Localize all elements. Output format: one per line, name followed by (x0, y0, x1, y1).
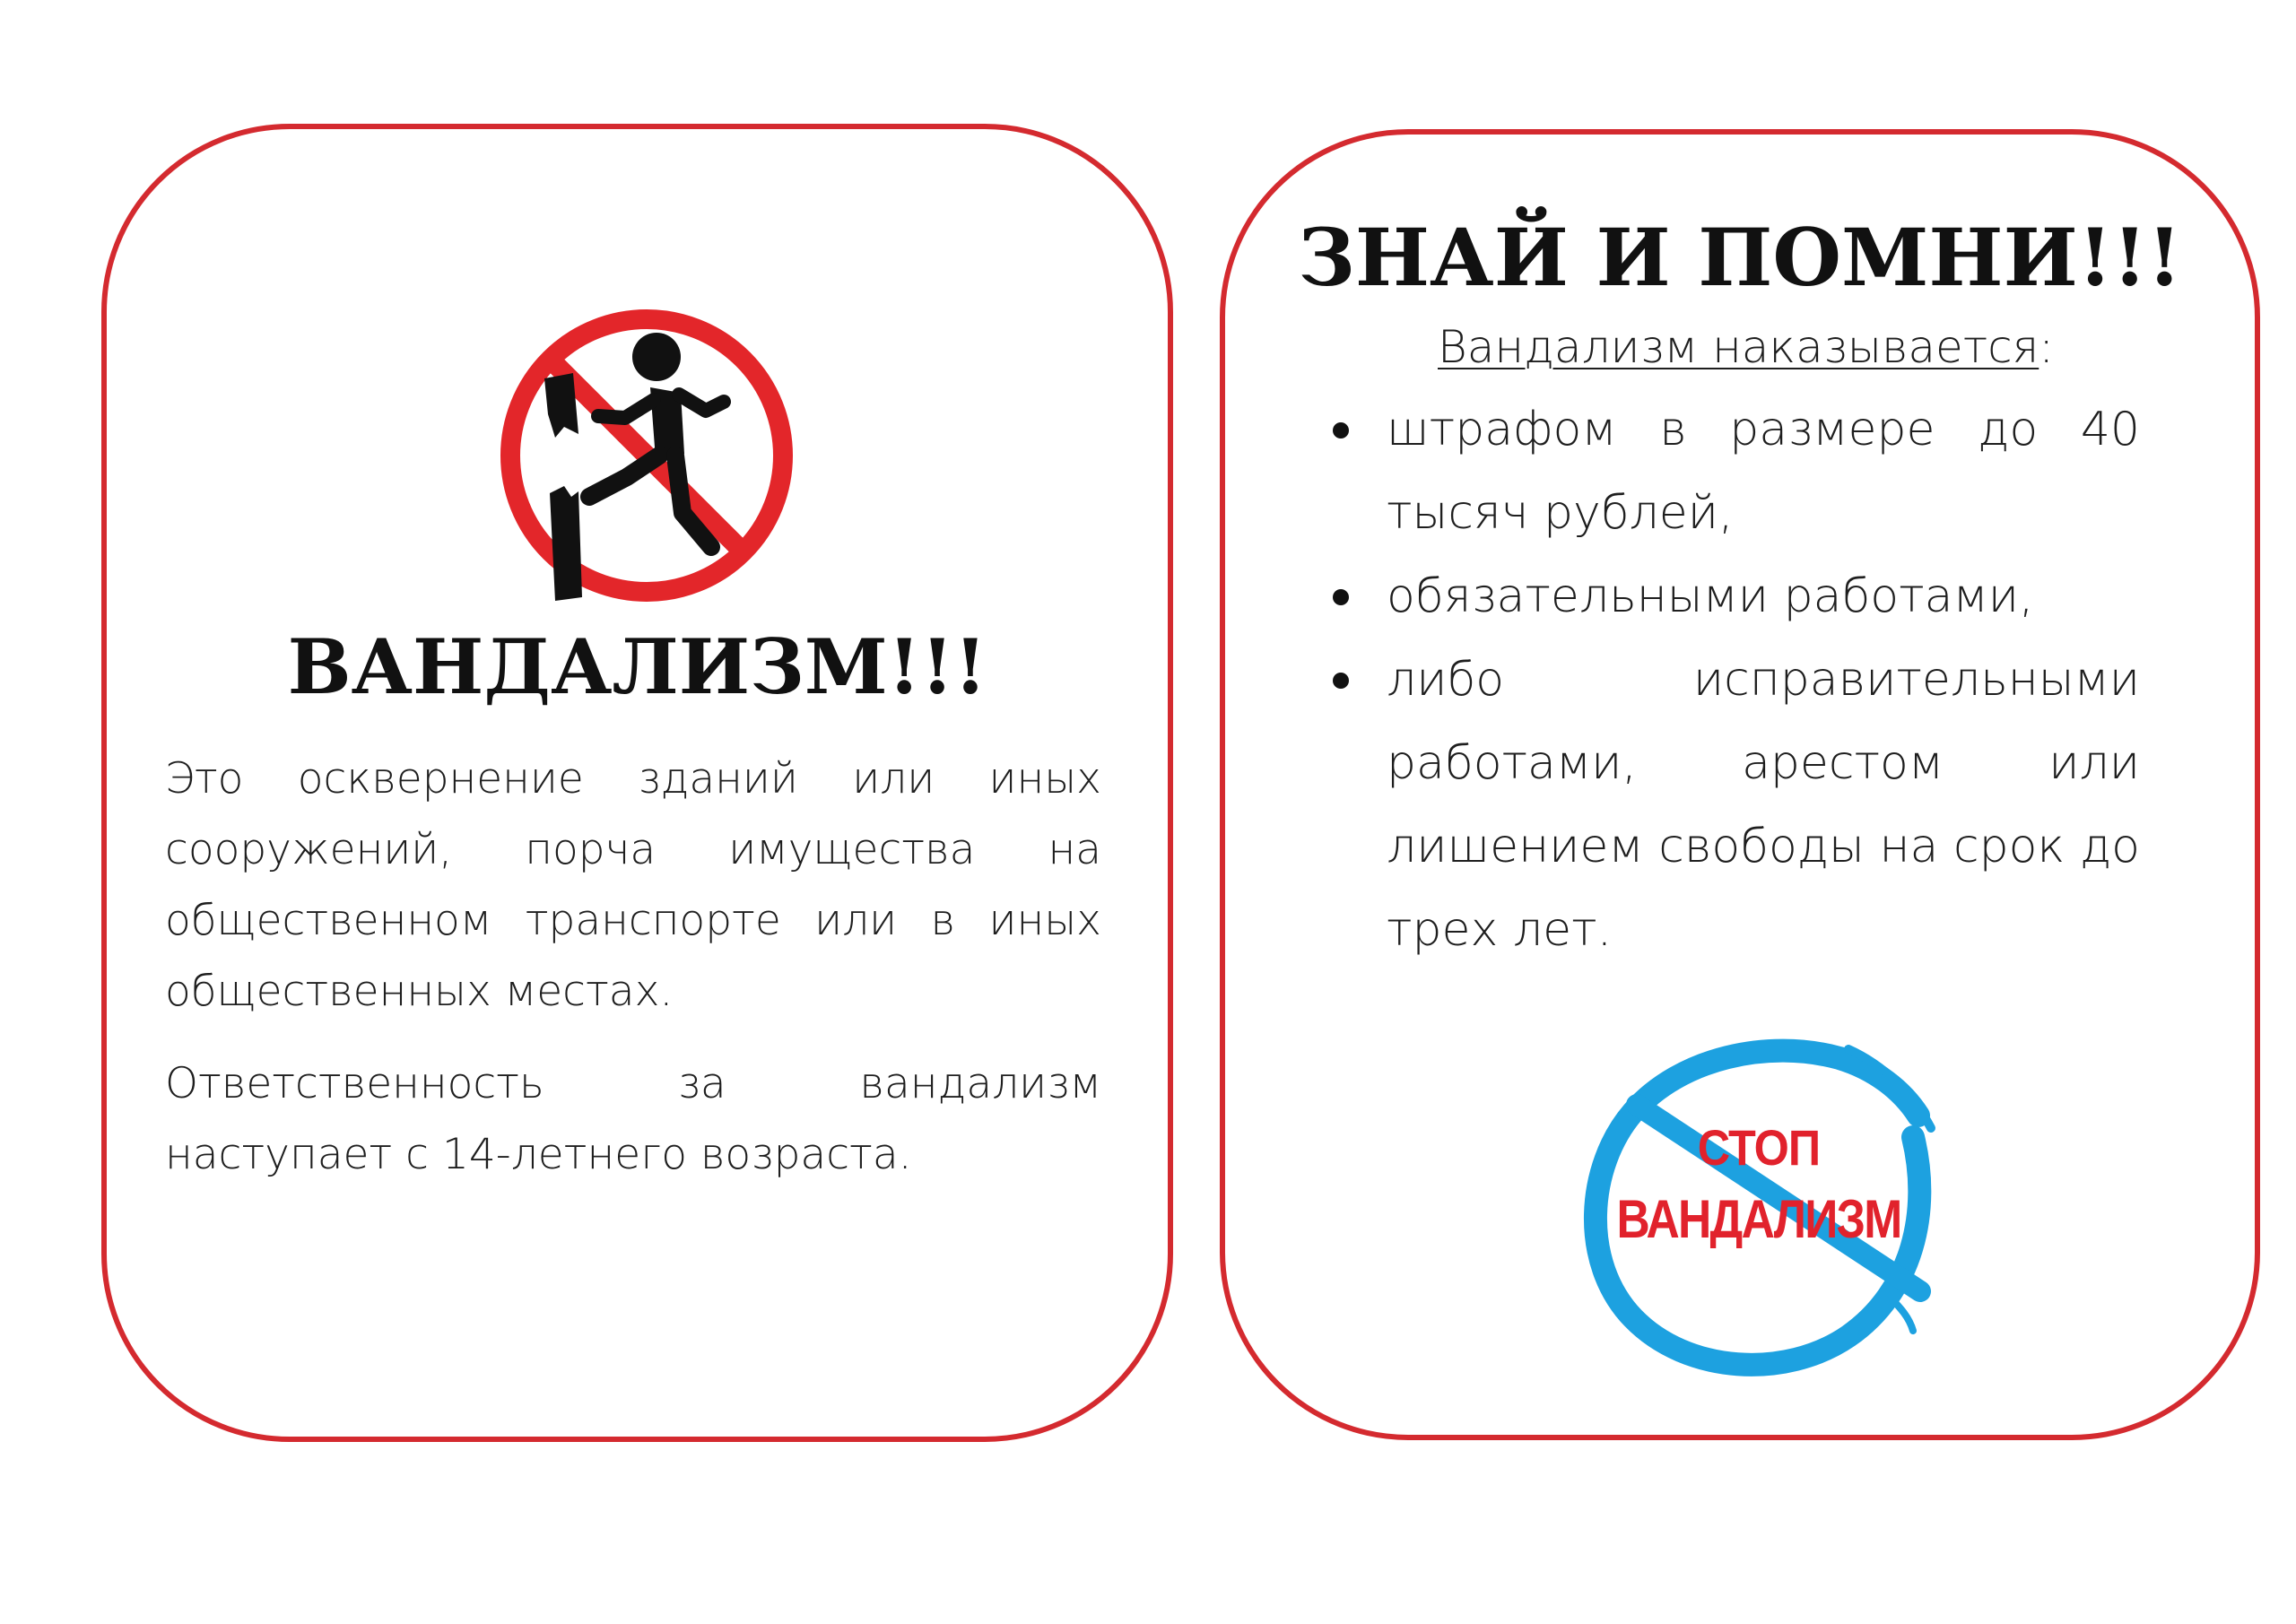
punishment-heading-underlined: Вандализм наказывается (1438, 321, 2039, 373)
punishment-item-correctional-work (1333, 638, 2140, 972)
punishment-card (1220, 129, 2260, 1440)
vandalism-title: ВАНДАЛИЗМ!!! (287, 622, 987, 711)
punishment-item-fine (1333, 388, 2140, 555)
vandalism-definition-text: Это осквернение зданий или иных сооружений, порча имущества на общественном транспорте или в иных общественных местах. (165, 754, 1101, 1016)
stop-logo-line1: СТОП (1697, 1119, 1821, 1176)
punishment-item-text: обязательными работами, (1387, 569, 2034, 623)
punishment-item-text: либо исправительными работами, арестом или лишением свободы на срок до трех лет. (1387, 653, 2140, 957)
stop-vandalism-logo-text (1579, 1112, 1938, 1255)
bullet-icon (1333, 589, 1349, 605)
no-vandalism-prohibition-icon (492, 301, 801, 610)
punishment-heading-colon: : (2039, 321, 2055, 373)
punishment-item-text: штрафом в размере до 40 тысяч рублей, (1387, 403, 2140, 540)
responsibility-age-text: Ответственность за вандализм наступает с 14-летнего возраста. (165, 1059, 1101, 1179)
punishment-heading (1438, 311, 2054, 383)
bullet-icon (1333, 673, 1349, 689)
bullet-icon (1333, 422, 1349, 439)
punishment-list (1333, 388, 2140, 972)
know-and-remember-title: ЗНАЙ И ПОМНИ!!! (1298, 211, 2182, 304)
stop-logo-line2: ВАНДАЛИЗМ (1616, 1189, 1901, 1249)
vandalism-definition-card (101, 124, 1173, 1442)
punishment-item-community-work (1333, 555, 2140, 638)
